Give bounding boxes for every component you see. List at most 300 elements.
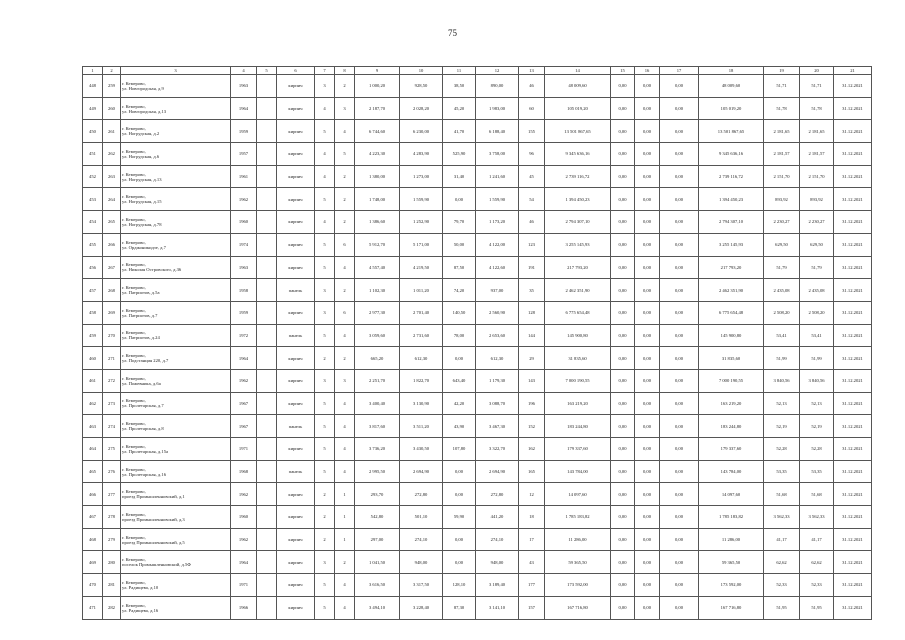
table-cell: 1 041,50 [355,551,400,574]
table-cell: 2 731,60 [400,324,443,347]
table-cell: 274,10 [400,528,443,551]
table-cell: 2 [315,347,335,370]
table-cell: 105 019,20 [545,97,611,120]
table-cell: 31.12.2021 [834,233,872,256]
table-cell: 163 219,20 [545,392,611,415]
table-cell: 3 [315,551,335,574]
table-cell: 31.12.2021 [834,438,872,461]
table-cell: 293,70 [355,483,400,506]
table-cell: 1961 [231,165,257,188]
table-cell: кирпич [277,165,315,188]
table-cell: 268 [103,279,121,302]
table-cell: 31.12.2021 [834,347,872,370]
table-cell: 0,00 [611,574,635,597]
table-cell: 7 000 190,55 [699,369,764,392]
address-line: ул. Пролетарская, д.8 [122,426,164,432]
address-line: ул. Ногрудская, д.6 [122,153,160,159]
address-line: ул. Подстанция 220, д.7 [122,358,169,364]
table-cell: 128 [519,301,545,324]
table-cell: 13 501 867,65 [545,120,611,143]
table-cell: 31.12.2021 [834,324,872,347]
address-line: г. Кемерово, [122,466,146,472]
table-cell: 155 [519,120,545,143]
table-cell: 0,00 [635,211,660,234]
table-cell: 59 365,50 [545,551,611,574]
table-cell: 1960 [231,506,257,529]
table-cell: панель [277,460,315,483]
table-cell: 1 [335,506,355,529]
table-cell: 0,00 [635,460,660,483]
table-cell: 48 009,60 [545,75,611,98]
table-cell: 2 [335,211,355,234]
table-cell: 31 835,60 [545,347,611,370]
address-cell [121,324,231,347]
table-cell: 454 [83,211,103,234]
table-cell: 78,00 [443,324,476,347]
table-cell: 0,00 [660,256,699,279]
table-cell: 3 [315,75,335,98]
table-cell: 0,00 [660,188,699,211]
table-cell: кирпич [277,188,315,211]
table-cell: 629,50 [800,233,834,256]
table-cell: 3 511,20 [400,415,443,438]
table-cell: 163 219,20 [699,392,764,415]
table-cell: 643,40 [443,369,476,392]
table-cell: 51,79 [800,256,834,279]
table-cell: 276 [103,460,121,483]
table-cell: 2 435,08 [764,279,800,302]
table-cell: 4 [335,324,355,347]
table-cell: 5 [315,324,335,347]
address-cell [121,120,231,143]
table-cell [257,143,277,166]
column-number: 12 [476,67,519,75]
table-cell: 31.12.2021 [834,483,872,506]
table-cell [257,551,277,574]
table-cell: 2 739 116,72 [699,165,764,188]
table-cell: кирпич [277,120,315,143]
table-cell: 0,00 [660,75,699,98]
table-cell: 48 009,60 [699,75,764,98]
table-cell: 4 219,50 [400,256,443,279]
table-cell: 2 560,90 [476,301,519,324]
table-cell: 4 122,00 [476,233,519,256]
table-cell: 1 273,00 [400,165,443,188]
table-cell: 462 [83,392,103,415]
table-cell: 2 251,70 [355,369,400,392]
table-cell: 0,00 [635,438,660,461]
table-cell: 273 [103,392,121,415]
address-cell [121,438,231,461]
column-number: 16 [635,67,660,75]
column-number: 17 [660,67,699,75]
table-cell: 53,35 [764,460,800,483]
table-cell: 1959 [231,120,257,143]
table-cell: кирпич [277,574,315,597]
table-cell: 0,00 [660,551,699,574]
table-cell: 4 [315,165,335,188]
table-cell [257,347,277,370]
table-cell: 31.12.2021 [834,301,872,324]
table-cell: 5 [315,120,335,143]
address-line: проезд Промышленновский, д.1 [122,494,185,500]
table-cell: 0,00 [611,596,635,619]
table-cell: 893,92 [800,188,834,211]
table-cell: 5 [335,143,355,166]
address-cell [121,75,231,98]
table-cell: 31.12.2021 [834,279,872,302]
address-line: ул. Новгородская, д.9 [122,85,164,91]
table-cell: 464 [83,438,103,461]
table-cell: 62,62 [800,551,834,574]
table-cell: 266 [103,233,121,256]
table-cell: 3 467,30 [476,415,519,438]
table-cell: 3 840,56 [800,369,834,392]
table-cell: 261 [103,120,121,143]
table-cell: 38,50 [443,75,476,98]
table-cell: 3 [315,369,335,392]
table-cell [257,233,277,256]
table-row [83,574,872,597]
table-cell: 3 400,40 [355,392,400,415]
address-line: г. Кемерово, [122,398,146,404]
address-line: г. Кемерово, [122,80,146,86]
table-cell: 53,41 [800,324,834,347]
table-cell: 4 [315,97,335,120]
table-cell: 274,10 [476,528,519,551]
table-cell: 2 [335,279,355,302]
table-cell [257,369,277,392]
table-cell: 6 775 654,48 [699,301,764,324]
table-cell: кирпич [277,392,315,415]
table-cell: 0,00 [635,279,660,302]
table-cell: 0,00 [635,392,660,415]
table-cell: 0,00 [660,347,699,370]
table-cell: 297,00 [355,528,400,551]
table-cell: 1959 [231,301,257,324]
table-cell: 31.12.2021 [834,75,872,98]
table-cell [257,301,277,324]
table-cell: 1 380,00 [355,165,400,188]
table-cell: 2 508,20 [764,301,800,324]
table-cell: 4 [335,415,355,438]
table-cell: 5 [315,415,335,438]
table-cell: 1971 [231,574,257,597]
address-cell [121,528,231,551]
column-number: 10 [400,67,443,75]
table-cell: 59 365,50 [699,551,764,574]
table-cell: 2 [335,165,355,188]
table-cell: 0,00 [635,483,660,506]
table-cell [257,75,277,98]
table-cell: 0,00 [635,75,660,98]
table-cell: 1 748,00 [355,188,400,211]
table-cell: 0,00 [635,301,660,324]
address-line: г. Кемерово, [122,126,146,132]
table-cell [257,279,277,302]
table-cell: 1 394 450,23 [545,188,611,211]
table-cell: 2 794 307,10 [699,211,764,234]
table-cell: 0,00 [660,574,699,597]
table-row [83,211,872,234]
table-cell: 0,00 [635,324,660,347]
table-cell: 448 [83,75,103,98]
table-cell: 1958 [231,279,257,302]
table-cell: 162 [519,438,545,461]
table-cell: 1 102,30 [355,279,400,302]
table-cell: 51,79 [764,256,800,279]
address-line: ул. Ногрудская, д.78 [122,221,162,227]
table-cell: 0,00 [660,120,699,143]
address-line: ул. Радищева, д.16 [122,607,159,613]
table-cell: 3 736,20 [355,438,400,461]
table-cell: 31.12.2021 [834,415,872,438]
table-cell: 937,00 [476,279,519,302]
table-cell: 105 019,20 [699,97,764,120]
column-number: 6 [277,67,315,75]
table-cell: 59,90 [443,506,476,529]
table-cell: 0,00 [611,75,635,98]
address-line: ул. Ногрудская, д.13 [122,176,162,182]
table-cell: 2 [315,483,335,506]
table-cell: 271 [103,347,121,370]
address-cell [121,415,231,438]
table-cell: 60 [519,97,545,120]
table-cell [257,483,277,506]
table-cell: панель [277,279,315,302]
table-cell: 0,00 [635,120,660,143]
table-cell: 1 983,00 [476,97,519,120]
table-cell: 5 [315,574,335,597]
table-cell: 453 [83,188,103,211]
table-cell: 183 244,80 [545,415,611,438]
table-cell: 2 230,27 [800,211,834,234]
address-line: г. Кемерово, [122,579,146,585]
table-cell: 0,00 [611,97,635,120]
table-cell: 5 [315,438,335,461]
table-cell: 43,90 [443,415,476,438]
table-cell: 3 059,60 [355,324,400,347]
table-cell: 123 [519,233,545,256]
table-cell: 457 [83,279,103,302]
table-cell: 3 [335,369,355,392]
table-cell: 451 [83,143,103,166]
table-cell: кирпич [277,211,315,234]
table-cell: 4 [335,574,355,597]
address-cell [121,256,231,279]
table-cell: 1 559,90 [400,188,443,211]
table-cell: 0,00 [611,233,635,256]
address-cell [121,188,231,211]
table-cell: 2 151,70 [800,165,834,188]
table-row [83,120,872,143]
address-line: ул. Николая Островского, д.36 [122,267,182,273]
table-cell: 31.12.2021 [834,506,872,529]
page-number: 75 [448,28,457,38]
table-cell: 0,00 [635,256,660,279]
table-cell: 157 [519,596,545,619]
table-cell: 0,00 [635,233,660,256]
table-cell: 3 494,10 [355,596,400,619]
table-cell: 51,68 [800,483,834,506]
table-cell [257,211,277,234]
table-cell: 191 [519,256,545,279]
table-cell: кирпич [277,551,315,574]
table-cell: 893,92 [764,188,800,211]
table-cell: 9 345 636,16 [545,143,611,166]
table-cell: 0,00 [611,347,635,370]
table-cell: 0,00 [635,528,660,551]
table-cell: 469 [83,551,103,574]
table-cell: 196 [519,392,545,415]
column-number: 9 [355,67,400,75]
address-line: г. Кемерово, [122,489,146,495]
table-cell: 6 [335,301,355,324]
table-cell: 4 [315,143,335,166]
table-cell: 0,00 [611,506,635,529]
table-cell: 52,19 [764,415,800,438]
table-cell: 1 822,70 [400,369,443,392]
table-row [83,369,872,392]
table-cell: 7 000 190,55 [545,369,611,392]
table-cell: 0,00 [443,528,476,551]
table-cell: 2 435,08 [800,279,834,302]
table-cell: 31.12.2021 [834,574,872,597]
table-cell [257,415,277,438]
table-cell: 42,20 [443,392,476,415]
column-number: 2 [103,67,121,75]
table-cell: 1962 [231,528,257,551]
table-cell: 152 [519,415,545,438]
table-cell: 2 028,20 [400,97,443,120]
table-cell: 525,90 [443,143,476,166]
address-cell [121,460,231,483]
table-cell: 466 [83,483,103,506]
column-number: 14 [545,67,611,75]
table-cell: 0,00 [611,301,635,324]
table-cell: 52,28 [800,438,834,461]
address-line: ул. Новгородская, д.13 [122,108,167,114]
table-cell: 3 317,50 [400,574,443,597]
address-line: г. Кемерово, [122,421,146,427]
table-cell [257,324,277,347]
table-cell: 948,00 [400,551,443,574]
table-cell: 2 694,90 [400,460,443,483]
table-cell: 0,00 [611,165,635,188]
table-cell: 52,13 [800,392,834,415]
table-cell [257,528,277,551]
table-cell: 460 [83,347,103,370]
table-cell: 0,00 [611,392,635,415]
table-cell: 51,95 [800,596,834,619]
table-cell [257,574,277,597]
table-cell: 51,68 [764,483,800,506]
table-cell: 5 [315,233,335,256]
table-cell: 2 [315,506,335,529]
table-cell: 928,50 [400,75,443,98]
table-row [83,188,872,211]
table-cell: 51,71 [800,75,834,98]
table-cell: 281 [103,574,121,597]
table-cell: 1966 [231,596,257,619]
table-cell: 0,00 [660,438,699,461]
table-cell: кирпич [277,256,315,279]
table-cell: 4 [335,596,355,619]
table-cell: 5 912,70 [355,233,400,256]
table-cell: кирпич [277,506,315,529]
table-cell: 1 179,30 [476,369,519,392]
table-cell: 0,00 [660,369,699,392]
table-cell: 0,00 [660,97,699,120]
table-cell: 612,30 [476,347,519,370]
table-cell: 2 [335,347,355,370]
column-number: 11 [443,67,476,75]
table-cell: 6 [335,233,355,256]
table-row [83,233,872,256]
address-line: проезд Промышленновский, д.5 [122,539,185,545]
table-cell: 1 011,20 [400,279,443,302]
table-cell: 1 173,20 [476,211,519,234]
table-cell: 1967 [231,415,257,438]
column-number: 4 [231,67,257,75]
table-cell: 1957 [231,143,257,166]
table-cell: 3 141,10 [476,596,519,619]
table-cell: 217 793,20 [545,256,611,279]
table-cell: 128,10 [443,574,476,597]
address-line: г. Кемерово, [122,602,146,608]
table-cell: 143 784,00 [545,460,611,483]
table-cell: 0,00 [611,256,635,279]
table-cell: 46 [519,211,545,234]
address-line: г. Кемерово, [122,285,146,291]
table-cell: 31.12.2021 [834,551,872,574]
table-cell: 6 188,40 [476,120,519,143]
table-cell: 3 255 145,93 [545,233,611,256]
table-cell: 0,00 [635,574,660,597]
table-cell: 1962 [231,188,257,211]
table-cell: 4 [335,120,355,143]
address-cell [121,233,231,256]
table-cell: 87,30 [443,596,476,619]
table-cell: 0,00 [660,279,699,302]
table-cell: 143 [519,369,545,392]
table-cell: 144 [519,324,545,347]
address-line: г. Кемерово, [122,557,146,563]
table-cell: 165 [519,460,545,483]
table-cell: 1 [335,483,355,506]
table-cell: 2 653,60 [476,324,519,347]
table-row [83,165,872,188]
table-cell: 2 151,70 [764,165,800,188]
table-cell: 17 [519,528,545,551]
table-cell [257,596,277,619]
table-cell: 2 181,57 [764,143,800,166]
table-cell: 4 122,60 [476,256,519,279]
table-cell: 272,80 [400,483,443,506]
table-cell: 0,00 [443,460,476,483]
table-cell: 52,19 [800,415,834,438]
table-row [83,392,872,415]
table-cell: 4 [335,256,355,279]
table-cell: 11 286,00 [545,528,611,551]
table-cell: 79,70 [443,211,476,234]
table-cell: 3 430,50 [400,438,443,461]
table-cell: 461 [83,369,103,392]
table-cell: 167 716,80 [545,596,611,619]
table-row [83,506,872,529]
table-cell: 31 835,60 [699,347,764,370]
table-cell: 62,62 [764,551,800,574]
